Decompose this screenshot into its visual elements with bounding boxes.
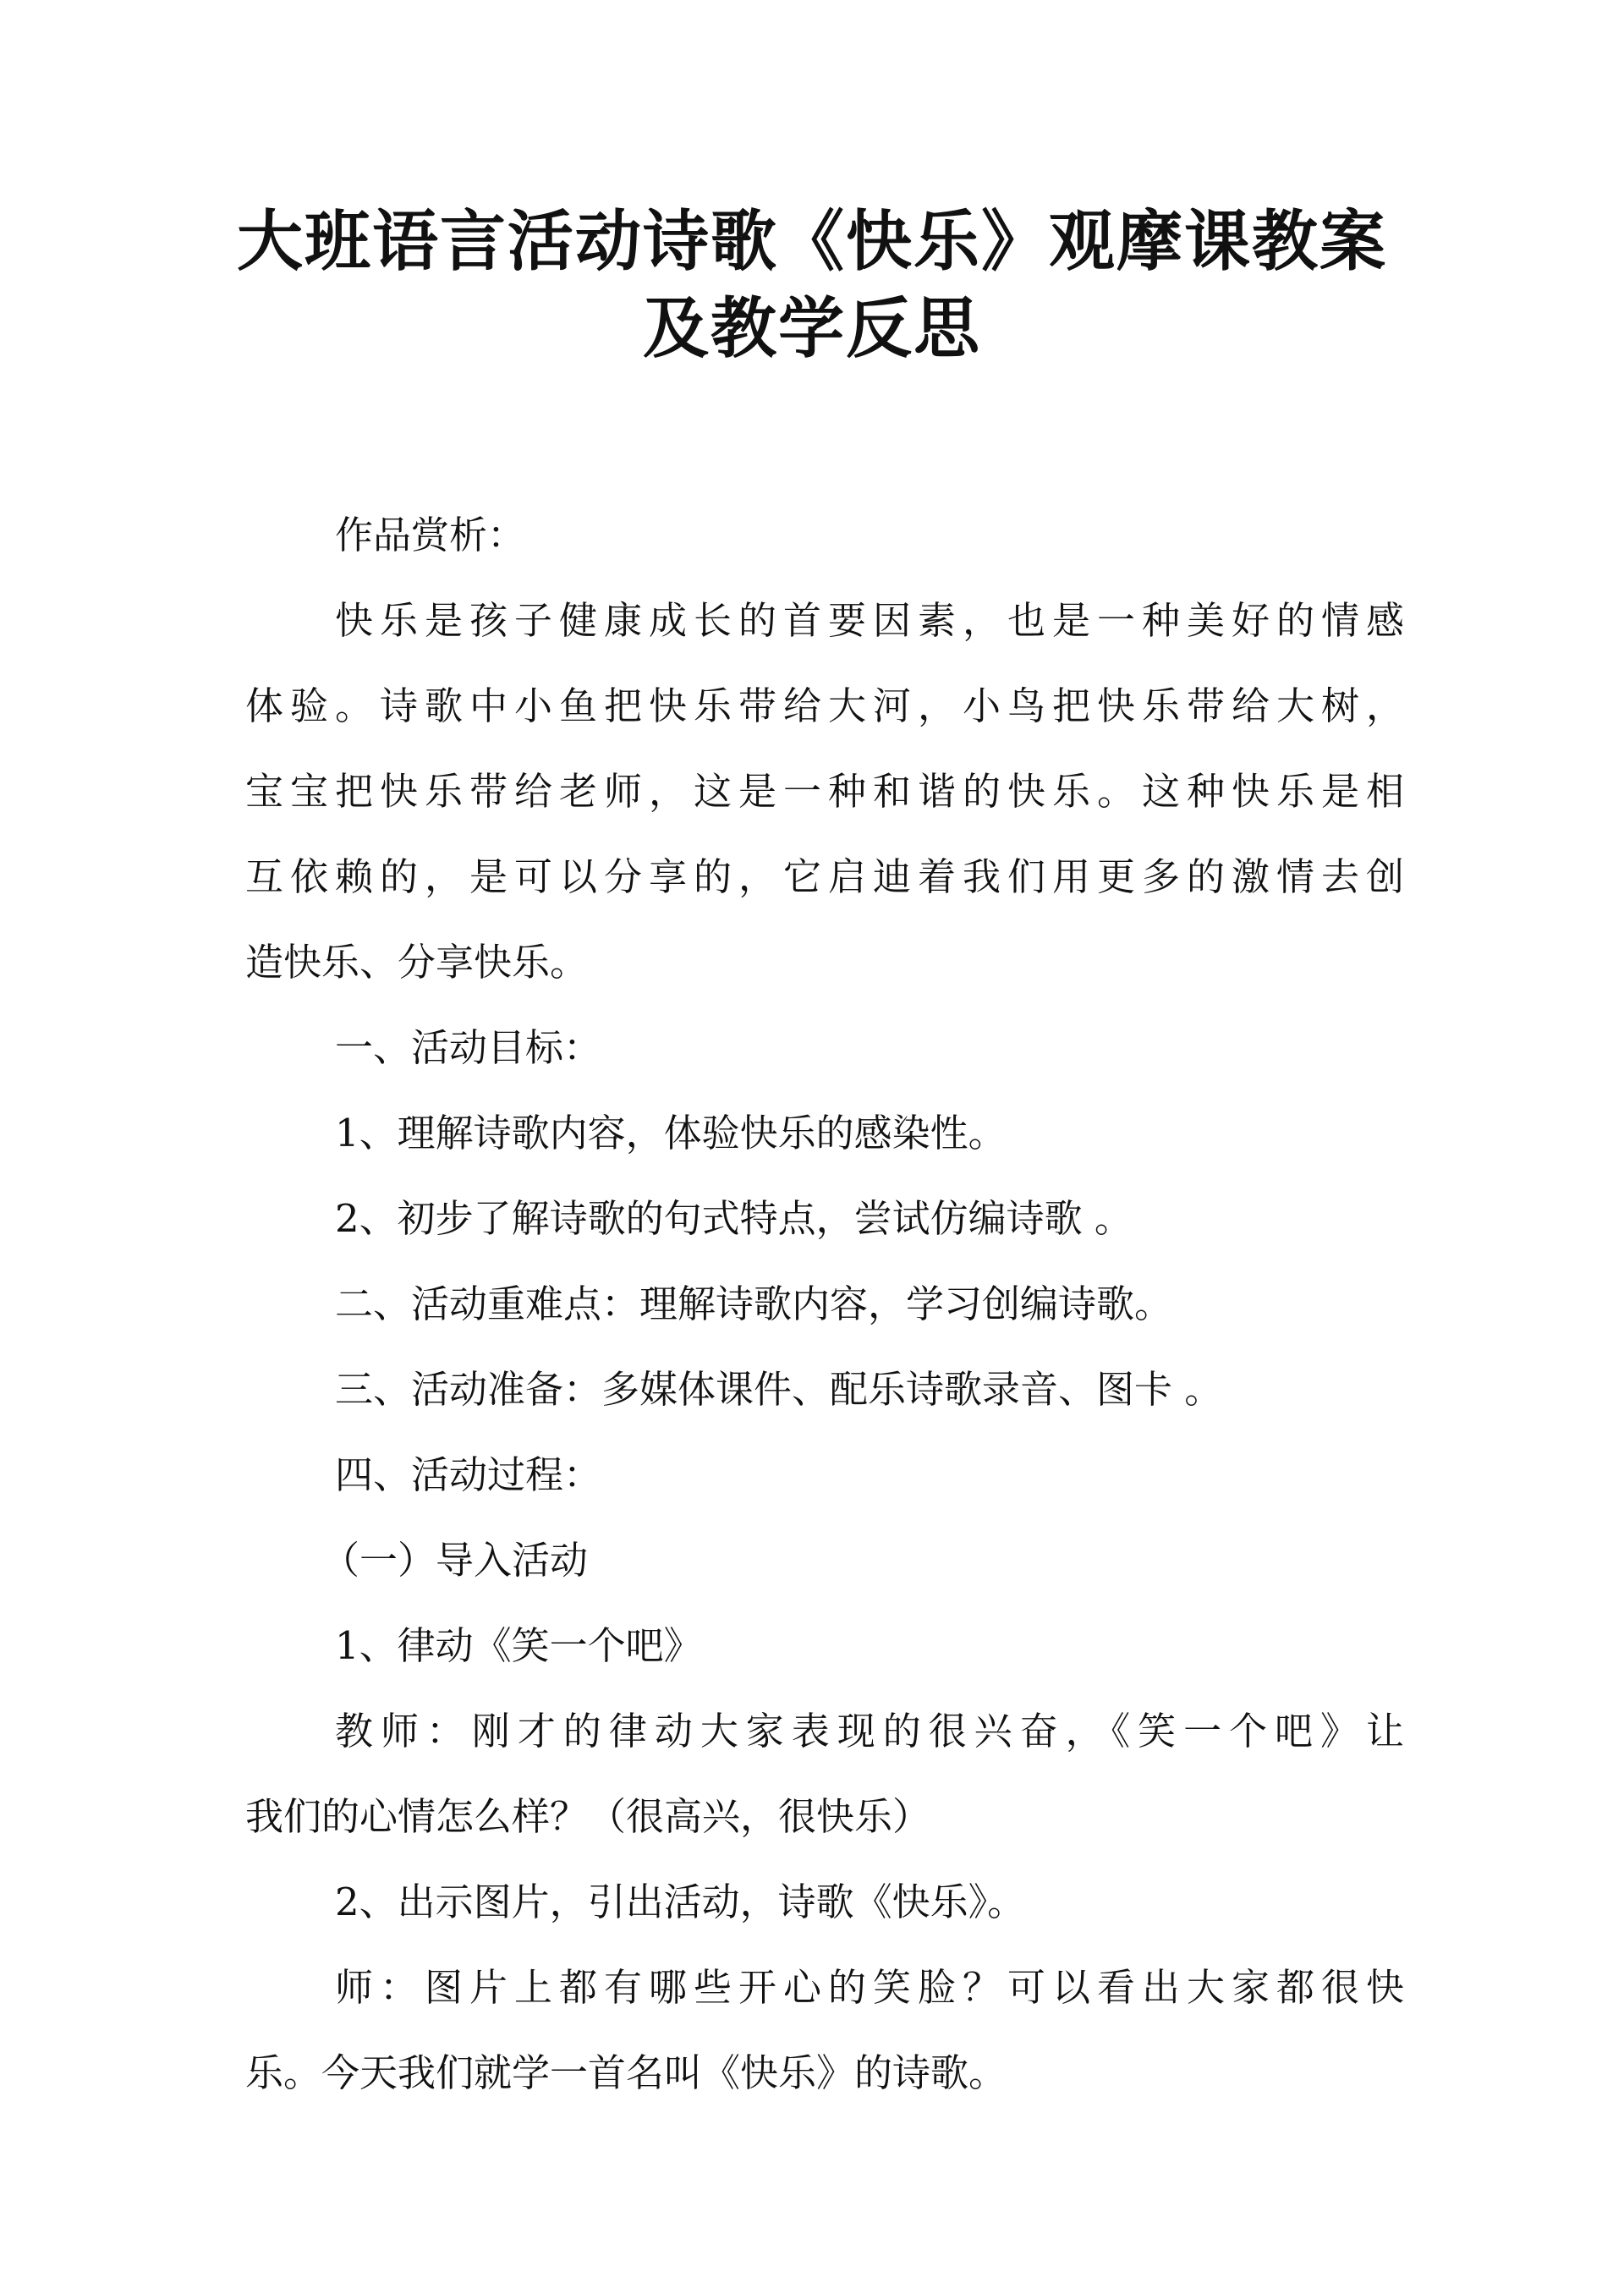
paragraph (245, 1176, 1404, 1261)
paragraph-line: 乐。今天我们就学一首名叫《快乐》的诗歌。 (245, 2050, 1007, 2095)
paragraph (245, 1347, 1404, 1432)
paragraph-line: 造快乐、分享快乐。 (245, 940, 589, 985)
paragraph-line: 四、活动过程： (335, 1452, 602, 1497)
paragraph-line: 体验。诗歌中小鱼把快乐带给大河，小鸟把快乐带给大树， (245, 683, 1404, 728)
paragraph-line: 我们的心情怎么样？（很高兴，很快乐） (245, 1794, 931, 1839)
paragraph (245, 1859, 1404, 1945)
paragraph-line: 二、活动重难点：理解诗歌内容，学习创编诗歌。 (335, 1281, 1173, 1326)
document-title-line-1: 大班语言活动诗歌《快乐》观摩课教案 (236, 203, 1387, 280)
paragraph-line: 作品赏析： (335, 513, 526, 557)
paragraph (245, 1432, 1404, 1517)
paragraph-line: 教师：刚才的律动大家表现的很兴奋，《笑一个吧》让 (335, 1709, 1404, 1753)
paragraph-line: 快乐是孩子健康成长的首要因素，也是一种美好的情感 (335, 598, 1404, 643)
paragraph-line: 一、活动目标： (335, 1025, 602, 1070)
paragraph (245, 578, 1404, 1005)
paragraph (245, 1005, 1404, 1090)
document-body (245, 492, 1404, 2116)
paragraph (245, 1603, 1404, 1688)
paragraph-line: （一）导入活动 (321, 1538, 589, 1583)
paragraph (245, 492, 1404, 578)
paragraph-line: 1、律动《笑一个吧》 (335, 1623, 702, 1668)
paragraph (245, 1261, 1404, 1347)
paragraph-line: 宝宝把快乐带给老师，这是一种和谐的快乐。这种快乐是相 (245, 769, 1404, 814)
paragraph (245, 1517, 1404, 1603)
document-title-line-2: 及教学反思 (642, 290, 981, 367)
paragraph-line: 互依赖的，是可以分享的，它启迪着我们用更多的激情去创 (245, 854, 1404, 899)
paragraph (245, 1945, 1404, 2116)
paragraph-line: 师：图片上都有哪些开心的笑脸？可以看出大家都很快 (335, 1965, 1404, 2010)
paragraph (245, 1688, 1404, 1859)
paragraph-line: 三、活动准备：多媒体课件、配乐诗歌录音、图卡 。 (335, 1367, 1223, 1412)
paragraph (245, 1090, 1404, 1176)
paragraph-line: 1、理解诗歌内容，体验快乐的感染性。 (335, 1111, 1007, 1155)
paragraph-line: 2、出示图片，引出活动，诗歌《快乐》。 (335, 1880, 1026, 1924)
paragraph-line: 2、初步了解诗歌的句式特点，尝试仿编诗歌 。 (335, 1196, 1133, 1241)
